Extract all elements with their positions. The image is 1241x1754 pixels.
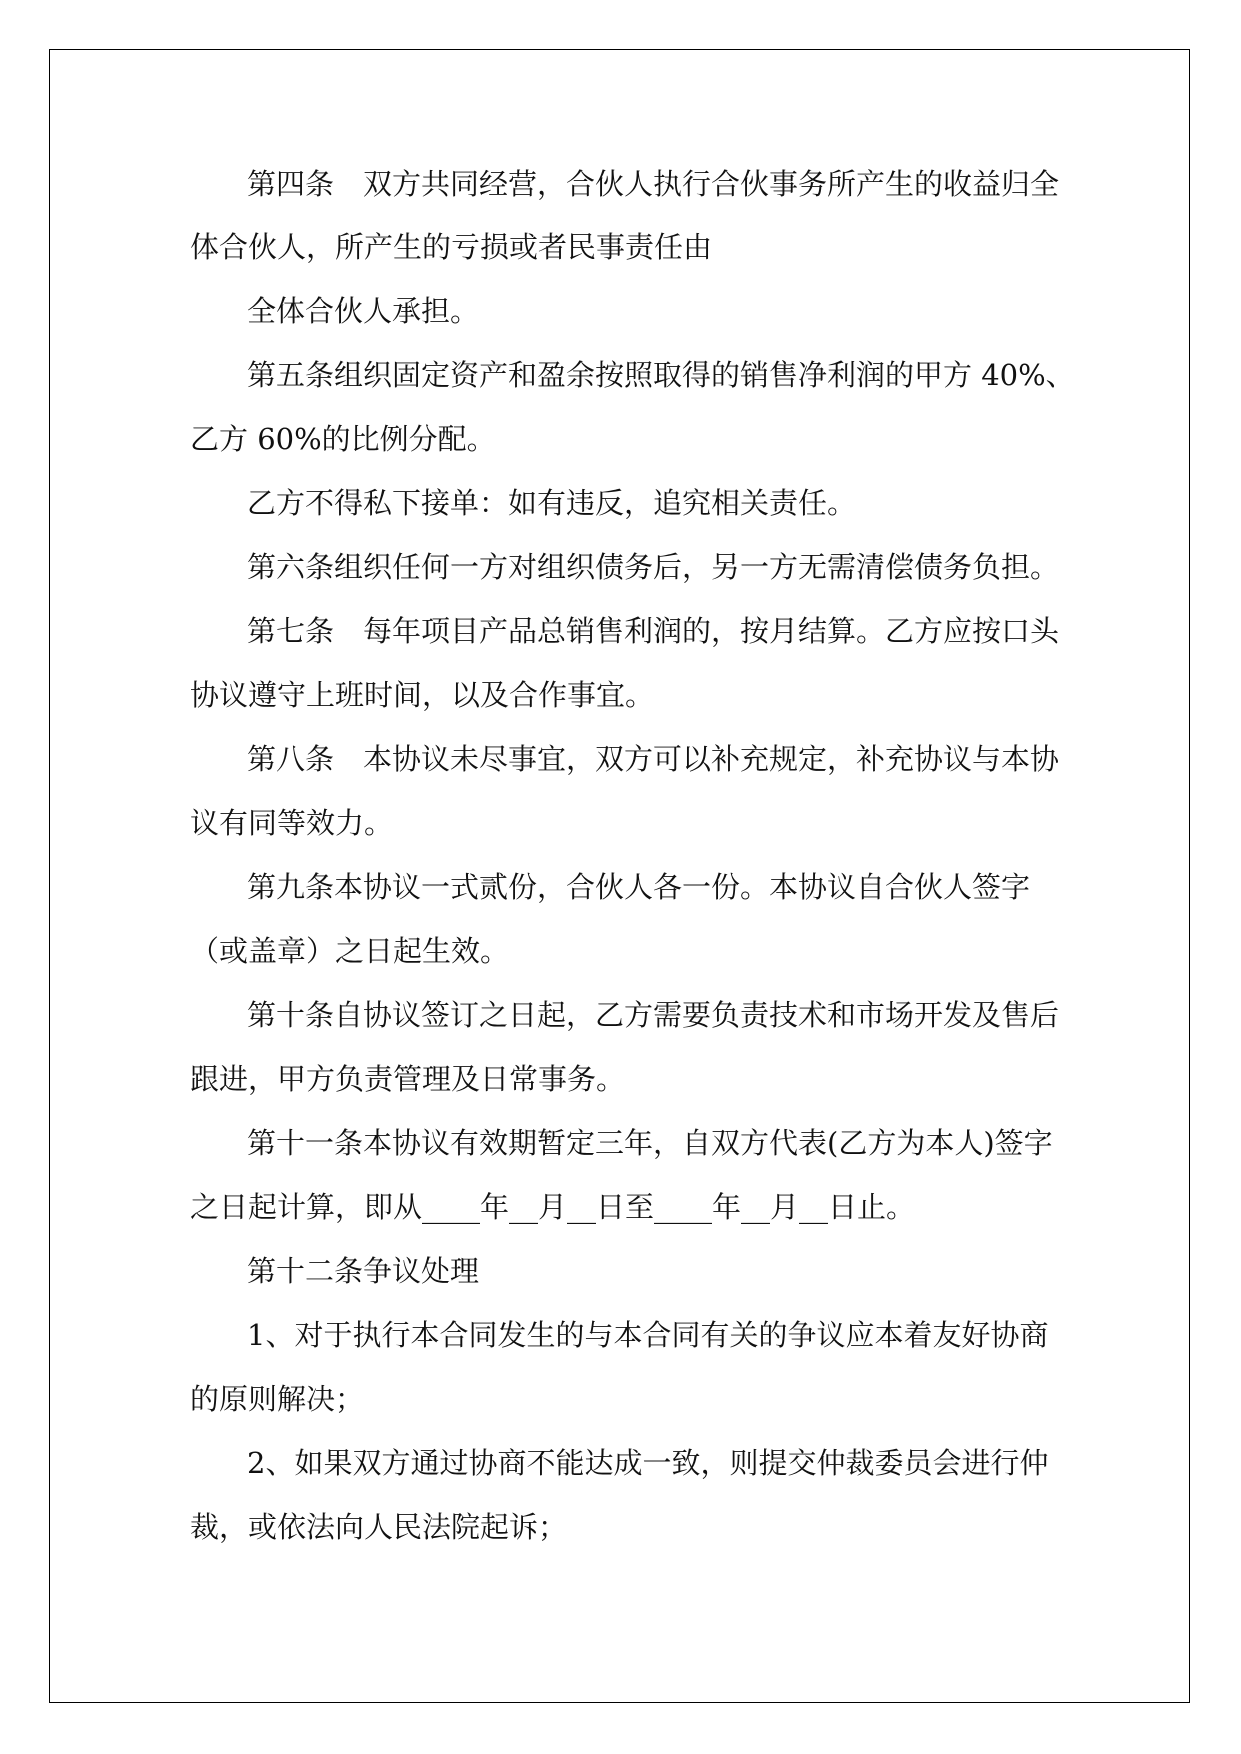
text-line: 第十一条本协议有效期暂定三年，自双方代表(乙方为本人)签字 (247, 1126, 1053, 1160)
text-line: 全体合伙人承担。 (247, 294, 480, 328)
text-line: 第五条组织固定资产和盈余按照取得的销售净利润的甲方 40%、 (247, 358, 1075, 392)
text-line: 跟进，甲方负责管理及日常事务。 (190, 1062, 626, 1096)
text-line: 第九条本协议一式贰份，合伙人各一份。本协议自合伙人签字 (247, 870, 1031, 904)
text-line: 协议遵守上班时间，以及合作事宜。 (190, 678, 655, 712)
text-line: 裁，或依法向人民法院起诉； (190, 1510, 568, 1544)
text-line: 第八条 本协议未尽事宜，双方可以补充规定，补充协议与本协 (247, 742, 1060, 776)
text-line: 1、对于执行本合同发生的与本合同有关的争议应本着友好协商 (247, 1318, 1049, 1352)
text-line: 乙方不得私下接单：如有违反，追究相关责任。 (247, 486, 857, 520)
text-line: 乙方 60%的比例分配。 (190, 422, 496, 456)
text-line: 体合伙人，所产生的亏损或者民事责任由 (190, 230, 713, 264)
text-line: 的原则解决； (190, 1382, 365, 1416)
text-line: （或盖章）之日起生效。 (190, 934, 510, 968)
text-line: 第六条组织任何一方对组织债务后，另一方无需清偿债务负担。 (247, 550, 1060, 584)
text-line: 第七条 每年项目产品总销售利润的，按月结算。乙方应按口头 (247, 614, 1060, 648)
text-line: 第四条 双方共同经营，合伙人执行合伙事务所产生的收益归全 (247, 167, 1060, 201)
text-line: 第十条自协议签订之日起，乙方需要负责技术和市场开发及售后 (247, 998, 1060, 1032)
text-line: 第十二条争议处理 (247, 1254, 480, 1288)
text-line: 议有同等效力。 (190, 806, 394, 840)
text-line: 之日起计算，即从____年__月__日至____年__月__日止。 (190, 1190, 916, 1224)
text-line: 2、如果双方通过协商不能达成一致，则提交仲裁委员会进行仲 (247, 1446, 1049, 1480)
